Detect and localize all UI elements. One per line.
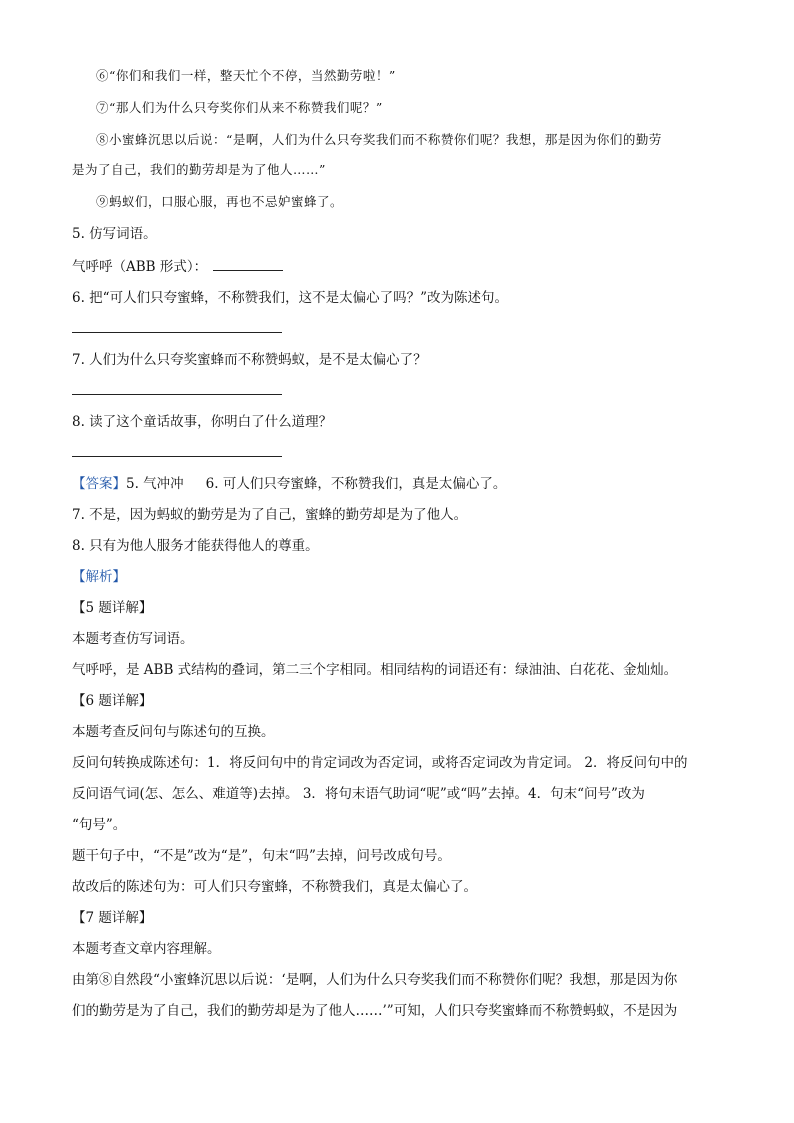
analysis-6-line-5: 题干句子中，“不是”改为“是”，句末“吗”去掉，问号改成句号。 [72,848,451,864]
answer-8: 8. 只有为他人服务才能获得他人的尊重。 [72,538,319,554]
answer-line-6[interactable] [72,332,282,333]
story-paragraph-8: ⑧小蜜蜂沉思以后说：“是啊，人们为什么只夸奖我们而不称赞你们呢？我想，那是因为你们的勤劳 [96,132,662,147]
story-paragraph-8-continued: 是为了自己，我们的勤劳却是为了他人……” [72,162,326,177]
question-5-title: 5. 仿写词语。 [72,226,157,242]
answer-line-7[interactable] [72,394,282,395]
question-8: 8. 读了这个童话故事，你明白了什么道理？ [72,414,333,430]
question-5-prompt-text: 气呼呼（ABB 形式）： [72,259,208,275]
analysis-6-line-3: 反问语气词(怎、怎么、难道等)去掉。 3．将句末语气助词“呢”或“吗”去掉。4．句末“问号”改为 [72,786,645,802]
question-5-prompt [72,256,283,277]
story-paragraph-7: ⑦“那人们为什么只夸奖你们从来不称赞我们呢？” [96,100,383,115]
answer-6: 6. 可人们只夸蜜蜂，不称赞我们，真是太偏心了。 [205,476,507,492]
question-6: 6. 把“可人们只夸蜜蜂，不称赞我们，这不是太偏心了吗？”改为陈述句。 [72,290,508,306]
analysis-5-line-2: 气呼呼，是 ABB 式结构的叠词，第二三个字相同。相同结构的词语还有：绿油油、白花花、金灿灿。 [72,662,678,678]
analysis-heading-6: 【6 题详解】 [72,693,153,709]
analysis-tag: 【解析】 [72,569,126,585]
analysis-6-line-2: 反问句转换成陈述句：1．将反问句中的肯定词改为否定词，或将否定词改为肯定词。 2．将反问句中的 [72,755,688,771]
answer-tag: 【答案】 [72,476,126,492]
analysis-5-line-1: 本题考查仿写词语。 [72,631,194,647]
answer-blank-5[interactable] [213,256,283,271]
analysis-7-line-1: 本题考查文章内容理解。 [72,941,221,957]
analysis-6-line-6: 故改后的陈述句为：可人们只夸蜜蜂，不称赞我们，真是太偏心了。 [72,879,477,895]
analysis-heading-7: 【7 题详解】 [72,910,153,926]
answer-7: 7. 不是，因为蚂蚁的勤劳是为了自己，蜜蜂的勤劳却是为了他人。 [72,507,468,523]
story-paragraph-6: ⑥“你们和我们一样，整天忙个不停，当然勤劳啦！” [96,68,396,83]
analysis-6-line-1: 本题考查反问句与陈述句的互换。 [72,724,275,740]
analysis-7-line-3: 们的勤劳是为了自己，我们的勤劳却是为了他人……’”可知，人们只夸奖蜜蜂而不称赞蚂蚁，不是因为 [72,1003,678,1019]
analysis-6-line-4: “句号”。 [72,817,127,833]
analysis-7-line-2: 由第⑧自然段“小蜜蜂沉思以后说：‘是啊，人们为什么只夸奖我们而不称赞你们呢？我想，那是因为你 [72,972,678,988]
answer-line-8[interactable] [72,456,282,457]
story-paragraph-9: ⑨蚂蚁们，口服心服，再也不忌妒蜜蜂了。 [96,194,344,209]
analysis-heading-5: 【5 题详解】 [72,600,153,616]
answer-row-1 [72,474,506,494]
question-7: 7. 人们为什么只夸奖蜜蜂而不称赞蚂蚁，是不是太偏心了？ [72,352,427,368]
answer-5: 5. 气冲冲 [126,476,184,492]
